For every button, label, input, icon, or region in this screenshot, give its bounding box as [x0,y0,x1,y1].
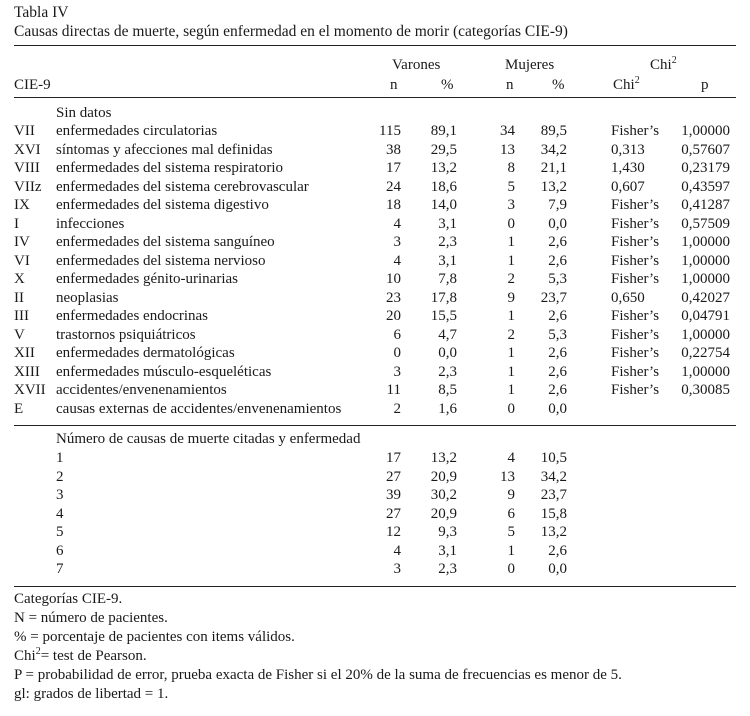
cell-mujeres-pct: 2,6 [548,363,567,380]
cell-mujeres-n: 13 [500,141,515,158]
bottom-rule [14,586,736,587]
header-varones: Varones [392,57,441,73]
cell-code: IV [14,234,30,250]
cell-mujeres-pct: 10,5 [540,450,567,466]
cell-code: II [14,289,24,306]
cell-label: enfermedades dermatológicas [56,345,235,361]
cell-mujeres-n: 1 [507,308,515,324]
cell-label: infecciones [56,215,125,232]
cell-mujeres-pct: 2,6 [548,234,567,250]
section-title-causas: Número de causas de muerte citadas y enfermedad [56,431,361,447]
cell-varones-pct: 9,3 [438,524,457,540]
cell-varones-pct: 13,2 [430,450,457,466]
cell-varones-pct: 2,3 [438,234,457,250]
cell-p: 1,00000 [681,252,730,269]
cell-chi: Fisher’s [611,382,660,398]
cell-code: VIIz [14,178,42,195]
cell-label: 7 [56,561,64,577]
top-rule [14,45,736,46]
table-row [0,449,750,468]
cell-code: V [14,326,25,343]
cell-mujeres-n: 1 [507,252,515,269]
footnote-gl: gl: grados de libertad = 1. [14,686,169,702]
cell-mujeres-pct: 2,6 [548,308,567,324]
cell-mujeres-n: 0 [507,215,515,232]
cell-mujeres-n: 8 [507,160,515,176]
table-row [0,270,750,289]
cell-mujeres-n: 1 [507,345,515,361]
footnote-chi: Chi$^2$= test de Pearson. [14,646,147,664]
cell-varones-pct: 17,8 [430,289,457,306]
cell-chi: 1,430 [611,160,645,176]
cell-code: X [14,271,25,287]
cell-varones-n: 3 [393,363,401,380]
cell-varones-pct: 2,3 [438,561,457,577]
table-row [0,560,750,579]
cell-mujeres-n: 5 [507,178,515,195]
table-row [0,505,750,524]
cell-chi: Fisher’s [611,345,660,361]
table-caption: Causas directas de muerte, según enfermedad en el momento de morir (categorías CIE-9) [14,23,568,40]
cell-code: III [14,308,29,324]
cell-p: 0,57509 [681,215,730,232]
cell-label: causas externas de accidentes/envenenamientos [56,400,342,417]
cell-code: VI [14,252,30,269]
cell-varones-n: 115 [379,123,401,139]
cell-varones-n: 17 [386,450,401,466]
cell-mujeres-n: 2 [507,271,515,287]
table-row [0,252,750,271]
cell-varones-pct: 20,9 [430,505,457,522]
cell-mujeres-n: 3 [507,197,515,213]
cell-label: 5 [56,524,64,540]
cell-varones-pct: 13,2 [430,160,457,176]
table-row [0,233,750,252]
cell-varones-pct: 8,5 [438,382,457,398]
cell-chi: 0,607 [611,178,645,195]
cell-mujeres-pct: 0,0 [548,561,567,577]
cell-chi: Fisher’s [611,234,660,250]
cell-varones-n: 2 [393,400,401,417]
cell-mujeres-n: 0 [507,561,515,577]
cell-mujeres-n: 9 [507,487,515,503]
cell-label: accidentes/envenenamientos [56,382,227,398]
cell-varones-n: 17 [386,160,401,176]
cell-mujeres-pct: 7,9 [548,197,567,213]
table-row [0,178,750,197]
cell-code: XVII [14,382,46,398]
cell-varones-pct: 18,6 [430,178,457,195]
cell-varones-pct: 4,7 [438,326,457,343]
cell-varones-n: 24 [386,178,401,195]
cell-mujeres-pct: 0,0 [548,400,567,417]
cell-mujeres-n: 9 [507,289,515,306]
cell-varones-n: 4 [393,542,401,559]
cell-varones-n: 38 [386,141,401,158]
table-row [0,141,750,160]
cell-label: enfermedades del sistema respiratorio [56,160,283,176]
header-p: p [701,77,709,93]
cell-varones-n: 10 [386,271,401,287]
cell-chi: 0,650 [611,289,645,306]
table-row [0,159,750,178]
table-row [0,289,750,308]
cell-label: enfermedades circulatorias [56,123,218,139]
table-row [0,381,750,400]
cell-p: 1,00000 [681,271,730,287]
footnote-pct: % = porcentaje de pacientes con items válidos. [14,629,295,645]
cell-mujeres-pct: 13,2 [540,524,567,540]
cell-varones-pct: 7,8 [438,271,457,287]
cell-label: 2 [56,468,64,485]
cell-mujeres-pct: 0,0 [548,215,567,232]
cell-mujeres-pct: 34,2 [540,141,567,158]
cell-varones-pct: 2,3 [438,363,457,380]
cell-varones-n: 0 [393,345,401,361]
cell-mujeres-n: 1 [507,234,515,250]
cell-label: enfermedades endocrinas [56,308,209,324]
cell-label: enfermedades músculo-esqueléticas [56,363,272,380]
cell-varones-pct: 14,0 [430,197,457,213]
cell-label: neoplasias [56,289,119,306]
cell-mujeres-pct: 2,6 [548,252,567,269]
cell-mujeres-pct: 34,2 [540,468,567,485]
table-row [0,363,750,382]
cell-code: IX [14,197,30,213]
section-title-sin-datos: Sin datos [56,105,112,121]
cell-code: I [14,215,19,232]
cell-varones-n: 23 [386,289,401,306]
header-varones-pct: % [441,77,454,93]
cell-varones-n: 20 [386,308,401,324]
cell-mujeres-n: 13 [500,468,515,485]
table-row [0,326,750,345]
cell-p: 0,04791 [681,308,730,324]
cell-mujeres-pct: 5,3 [548,271,567,287]
cell-code: XIII [14,363,40,380]
cell-mujeres-pct: 2,6 [548,345,567,361]
cell-label: enfermedades del sistema cerebrovascular [56,178,309,195]
cell-varones-pct: 3,1 [438,215,457,232]
cell-varones-n: 18 [386,197,401,213]
cell-p: 0,57607 [681,141,730,158]
cell-varones-pct: 3,1 [438,252,457,269]
cell-varones-n: 6 [393,326,401,343]
cell-p: 0,42027 [681,289,730,306]
cell-varones-n: 12 [386,524,401,540]
cell-mujeres-pct: 23,7 [540,487,567,503]
header-chi-group: Chi$^2$ [650,55,677,73]
cell-p: 0,22754 [681,345,730,361]
cell-varones-n: 4 [393,252,401,269]
cell-code: XVI [14,141,41,158]
cell-code: VII [14,123,35,139]
cell-label: trastornos psiquiátricos [56,326,196,343]
cell-mujeres-pct: 23,7 [540,289,567,306]
cell-label: 6 [56,542,64,559]
table-title: Tabla IV [14,4,69,21]
table-row [0,542,750,561]
table-row [0,344,750,363]
cell-label: 3 [56,487,64,503]
cell-label: enfermedades del sistema digestivo [56,197,269,213]
cell-p: 1,00000 [681,326,730,343]
cell-mujeres-pct: 21,1 [540,160,567,176]
table-row [0,468,750,487]
cell-label: enfermedades del sistema nervioso [56,252,266,269]
table-row [0,523,750,542]
cell-varones-pct: 30,2 [430,487,457,503]
cell-varones-n: 3 [393,561,401,577]
cell-mujeres-pct: 15,8 [540,505,567,522]
cell-label: síntomas y afecciones mal definidas [56,141,273,158]
footnote-p: P = probabilidad de error, prueba exacta de Fisher si el 20% de la suma de frecuencias es menor de 5. [14,667,622,683]
cell-varones-pct: 20,9 [430,468,457,485]
cell-mujeres-n: 1 [507,363,515,380]
cell-mujeres-n: 2 [507,326,515,343]
cell-varones-n: 39 [386,487,401,503]
table-row [0,196,750,215]
table-row [0,307,750,326]
cell-p: 0,41287 [681,197,730,213]
cell-mujeres-n: 5 [507,524,515,540]
header-cie: CIE-9 [14,77,51,93]
cell-chi: Fisher’s [611,123,660,139]
cell-p: 1,00000 [681,123,730,139]
header-varones-n: n [390,77,398,93]
table-row [0,486,750,505]
cell-p: 0,30085 [681,382,730,398]
cell-varones-pct: 1,6 [438,400,457,417]
cell-varones-n: 3 [393,234,401,250]
cell-mujeres-n: 6 [507,505,515,522]
cell-mujeres-n: 1 [507,542,515,559]
cell-varones-n: 4 [393,215,401,232]
cell-chi: Fisher’s [611,363,660,380]
mid-rule [14,425,736,426]
header-rule [14,97,736,98]
header-mujeres: Mujeres [505,57,555,73]
cell-p: 1,00000 [681,234,730,250]
cell-mujeres-n: 34 [500,123,515,139]
table-row [0,400,750,419]
cell-label: 1 [56,450,64,466]
cell-mujeres-pct: 2,6 [548,542,567,559]
table-row [0,215,750,234]
cell-chi: Fisher’s [611,326,660,343]
cell-p: 0,23179 [681,160,730,176]
cell-label: enfermedades génito-urinarias [56,271,238,287]
cell-chi: Fisher’s [611,271,660,287]
table-row [0,122,750,141]
cell-mujeres-n: 4 [507,450,515,466]
cell-varones-n: 27 [386,505,401,522]
header-chi: Chi$^2$ [613,75,640,93]
cell-mujeres-pct: 5,3 [548,326,567,343]
cell-varones-pct: 15,5 [430,308,457,324]
cell-varones-n: 11 [386,382,401,398]
cell-varones-pct: 3,1 [438,542,457,559]
cell-label: enfermedades del sistema sanguíneo [56,234,275,250]
cell-chi: Fisher’s [611,252,660,269]
cell-code: E [14,400,24,417]
cell-code: VIII [14,160,40,176]
cell-p: 1,00000 [681,363,730,380]
cell-chi: Fisher’s [611,197,660,213]
cell-mujeres-pct: 89,5 [540,123,567,139]
cell-mujeres-pct: 2,6 [548,382,567,398]
cell-chi: 0,313 [611,141,645,158]
cell-mujeres-n: 0 [507,400,515,417]
cell-mujeres-pct: 13,2 [540,178,567,195]
cell-varones-n: 27 [386,468,401,485]
cell-mujeres-n: 1 [507,382,515,398]
cell-varones-pct: 89,1 [430,123,457,139]
cell-chi: Fisher’s [611,215,660,232]
cell-p: 0,43597 [681,178,730,195]
header-mujeres-n: n [506,77,514,93]
cell-label: 4 [56,505,64,522]
footnote-n: N = número de pacientes. [14,610,168,626]
footnote-categorias: Categorías CIE-9. [14,591,123,607]
cell-chi: Fisher’s [611,308,660,324]
header-mujeres-pct: % [552,77,565,93]
cell-varones-pct: 0,0 [438,345,457,361]
cell-code: XII [14,345,35,361]
cell-varones-pct: 29,5 [430,141,457,158]
